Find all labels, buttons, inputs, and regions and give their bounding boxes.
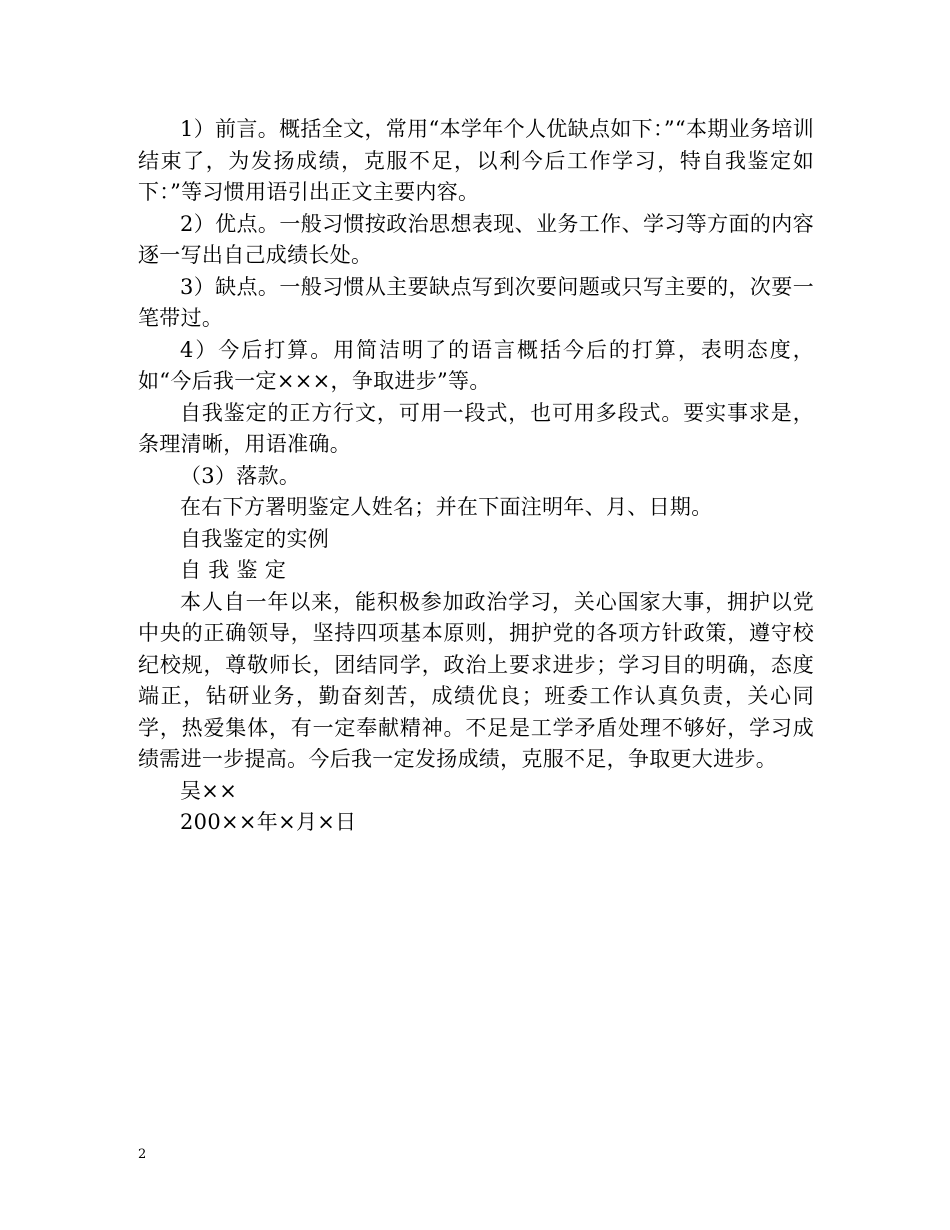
paragraph-example-heading: 自我鉴定的实例 (180, 526, 330, 551)
paragraph-preface: 1）前言。概括全文，常用“本学年个人优缺点如下：”“本期业务培训结束了，为发扬成绩，克服不足，以利今后工作学习，特自我鉴定如下：”等习惯用语引出正文主要内容。 (138, 117, 814, 204)
paragraph-signature-heading: （3）落款。 (180, 463, 301, 488)
example-signature-name: 吴×× (180, 778, 238, 803)
example-title: 自 我 鉴 定 (180, 558, 287, 582)
page-number: 2 (138, 1147, 147, 1162)
paragraph-body-style: 自我鉴定的正方行文，可用一段式，也可用多段式。要实事求是，条理清晰，用语准确。 (138, 400, 814, 456)
paragraph-signature-instructions: 在右下方署明鉴定人姓名；并在下面注明年、月、日期。 (180, 495, 713, 519)
document-body (138, 114, 814, 839)
paragraph-future-plans: 4）今后打算。用简洁明了的语言概括今后的打算，表明态度，如“今后我一定×××，争取进步”等。 (138, 337, 814, 393)
example-signature-date: 200××年×月×日 (180, 810, 357, 834)
example-body: 本人自一年以来，能积极参加政治学习，关心国家大事，拥护以党中央的正确领导，坚持四项基本原则，拥护党的各项方针政策，遵守校纪校规，尊敬师长，团结同学，政治上要求进步；学习目的明确，态度端正，钻研业务，勤奋刻苦，成绩优良；班委工作认真负责，关心同学，热爱集体，有一定奉献精神。不足是工学矛盾处理不够好，学习成绩需进一步提高。今后我一定发扬成绩，克服不足，争取更大进步。 (138, 589, 814, 771)
paragraph-strengths: 2）优点。一般习惯按政治思想表现、业务工作、学习等方面的内容逐一写出自己成绩长处。 (138, 211, 814, 267)
paragraph-weaknesses: 3）缺点。一般习惯从主要缺点写到次要问题或只写主要的，次要一笔带过。 (138, 274, 814, 330)
